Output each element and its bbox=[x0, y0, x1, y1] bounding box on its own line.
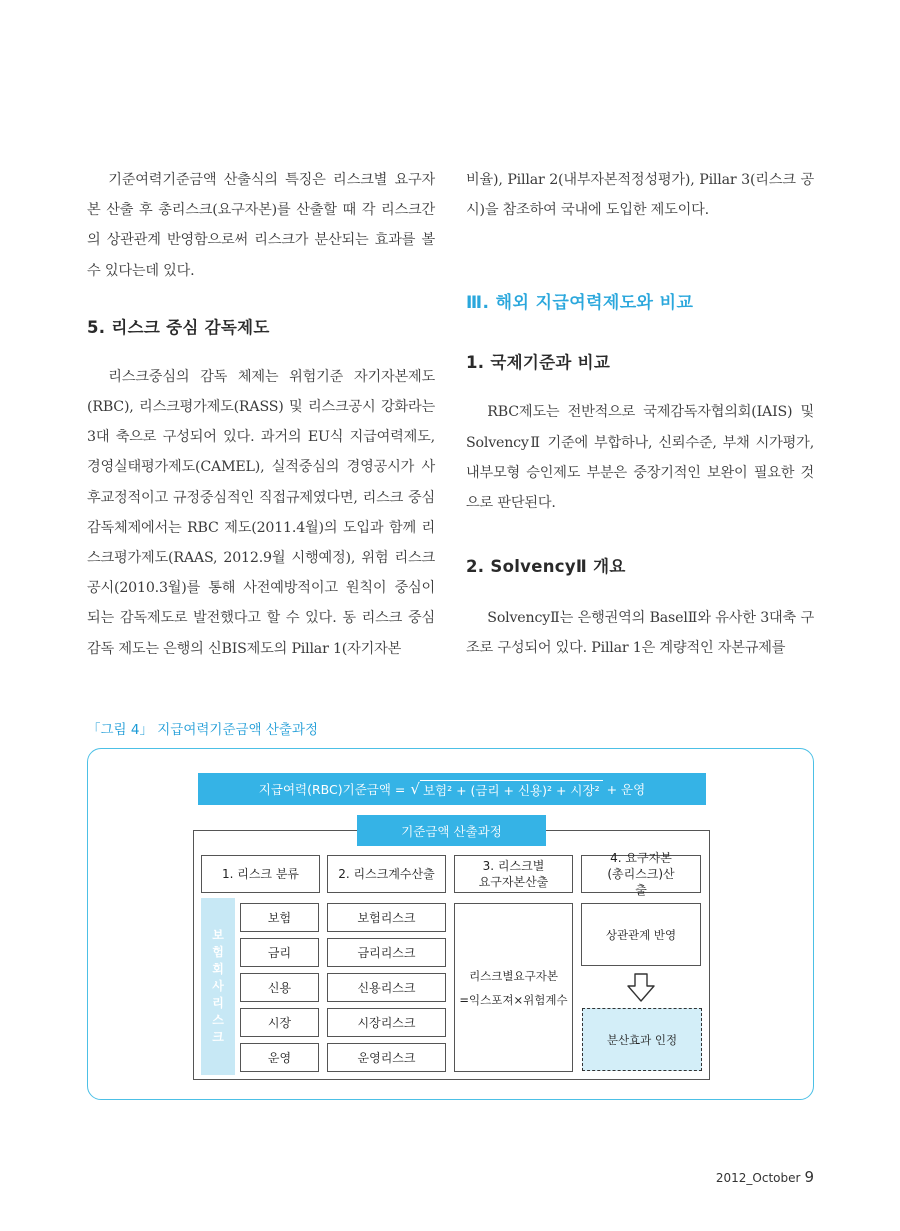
correlation-box: 상관관계 반영 bbox=[581, 903, 701, 966]
risk-type-cell: 시장 bbox=[240, 1008, 319, 1037]
section-3-heading: Ⅲ. 해외 지급여력제도와 비교 bbox=[466, 293, 694, 314]
risk-coeff-cell: 금리리스크 bbox=[327, 938, 446, 967]
vertical-char: 회 bbox=[212, 962, 224, 976]
step-3: 3. 리스크별 요구자본산출 bbox=[454, 855, 573, 893]
vertical-char: 스 bbox=[212, 1013, 224, 1027]
left-paragraph-1: 기준여력기준금액 산출식의 특징은 리스크별 요구자본 산출 후 총리스크(요구자본)를 산출할 때 각 리스크간의 상관관계 반영함으로써 리스크가 분산되는 효과를 볼 수 있다는데 있다. bbox=[87, 172, 435, 279]
formula-left: 지급여력(RBC)기준금액 = bbox=[258, 782, 406, 797]
insurer-risk-vertical-label bbox=[201, 898, 235, 1075]
section-5-heading: 5. 리스크 중심 감독제도 bbox=[87, 317, 270, 337]
risk-coeff-cell: 보험리스크 bbox=[327, 903, 446, 932]
right-paragraph-1: 비율), Pillar 2(내부자본적정성평가), Pillar 3(리스크 공시)을 참조하여 국내에 도입한 제도이다. bbox=[466, 172, 814, 219]
step-2: 2. 리스크계수산출 bbox=[327, 855, 446, 893]
right-paragraph-2: RBC제도는 전반적으로 국제감독자협의회(IAIS) 및 SolvencyⅡ 기준에 부합하나, 신뢰수준, 부채 시가평가, 내부모형 승인제도 부분은 중장기적인 보완이 필요한 것으로 판단된다. bbox=[466, 404, 814, 512]
step-1: 1. 리스크 분류 bbox=[201, 855, 320, 893]
risk-coeff-cell: 시장리스크 bbox=[327, 1008, 446, 1037]
formula-radicand: 보험² + (금리 + 신용)² + 시장² bbox=[420, 780, 603, 799]
required-capital-line-2: =익스포져×위험계수 bbox=[459, 992, 568, 1007]
process-title: 기준금액 산출과정 bbox=[357, 815, 546, 846]
required-capital-line-1: 리스크별요구자본 bbox=[469, 968, 558, 983]
risk-type-cell: 신용 bbox=[240, 973, 319, 1002]
risk-coeff-cell: 신용리스크 bbox=[327, 973, 446, 1002]
subsection-1-heading: 1. 국제기준과 비교 bbox=[466, 353, 611, 373]
right-column bbox=[466, 165, 814, 664]
down-arrow-icon bbox=[624, 972, 658, 1004]
vertical-char: 험 bbox=[212, 945, 224, 959]
risk-type-cell: 운영 bbox=[240, 1043, 319, 1072]
subsection-2-heading: 2. SolvencyⅡ 개요 bbox=[466, 557, 626, 577]
left-paragraph-2: 리스크중심의 감독 체제는 위험기준 자기자본제도(RBC), 리스크평가제도(RASS) 및 리스크공시 강화라는 3대 축으로 구성되어 있다. 과거의 EU식 지급여력제도, 경영실태평가제도(CAMEL), 실적중심의 경영공시가 사후교정적이고 규정중심적인 직접규제였다면, 리스크 중심 감독체제에서는 RBC 제도(2011.4월)의 도입과 함께 리스크평가제도(RAAS, 2012.9월 시행예정), 위험 리스크 공시(2010.3월)를 통해 사전예방적이고 원칙이 중심이 되는 감독제도로 발전했다고 할 수 있다. 동 리스크 중심 감독 제도는 은행의 신BIS제도의 Pillar 1(자기자본 bbox=[87, 368, 435, 657]
risk-type-cell: 금리 bbox=[240, 938, 319, 967]
formula-bar bbox=[198, 773, 706, 805]
figure-caption: 「그림 4」 지급여력기준금액 산출과정 bbox=[87, 722, 319, 738]
diversification-box: 분산효과 인정 bbox=[582, 1008, 702, 1071]
page-footer bbox=[716, 1168, 814, 1186]
right-paragraph-3: SolvencyⅡ는 은행권역의 BaselⅡ와 유사한 3대축 구조로 구성되어 있다. Pillar 1은 계량적인 자본규제를 bbox=[466, 610, 814, 657]
issue-label: 2012_October bbox=[715, 1171, 801, 1185]
vertical-char: 보 bbox=[212, 928, 224, 942]
formula-right: + 운영 bbox=[606, 782, 646, 797]
vertical-char: 크 bbox=[212, 1030, 224, 1044]
vertical-char: 리 bbox=[212, 996, 224, 1010]
risk-coeff-cell: 운영리스크 bbox=[327, 1043, 446, 1072]
required-capital-box bbox=[454, 903, 573, 1072]
risk-type-cell: 보험 bbox=[240, 903, 319, 932]
step-4: 4. 요구자본 (총리스크)산출 bbox=[581, 855, 701, 893]
sqrt-icon: √ bbox=[410, 780, 420, 798]
left-column bbox=[87, 165, 435, 664]
page-number: 9 bbox=[804, 1168, 814, 1186]
vertical-char: 사 bbox=[212, 979, 224, 993]
